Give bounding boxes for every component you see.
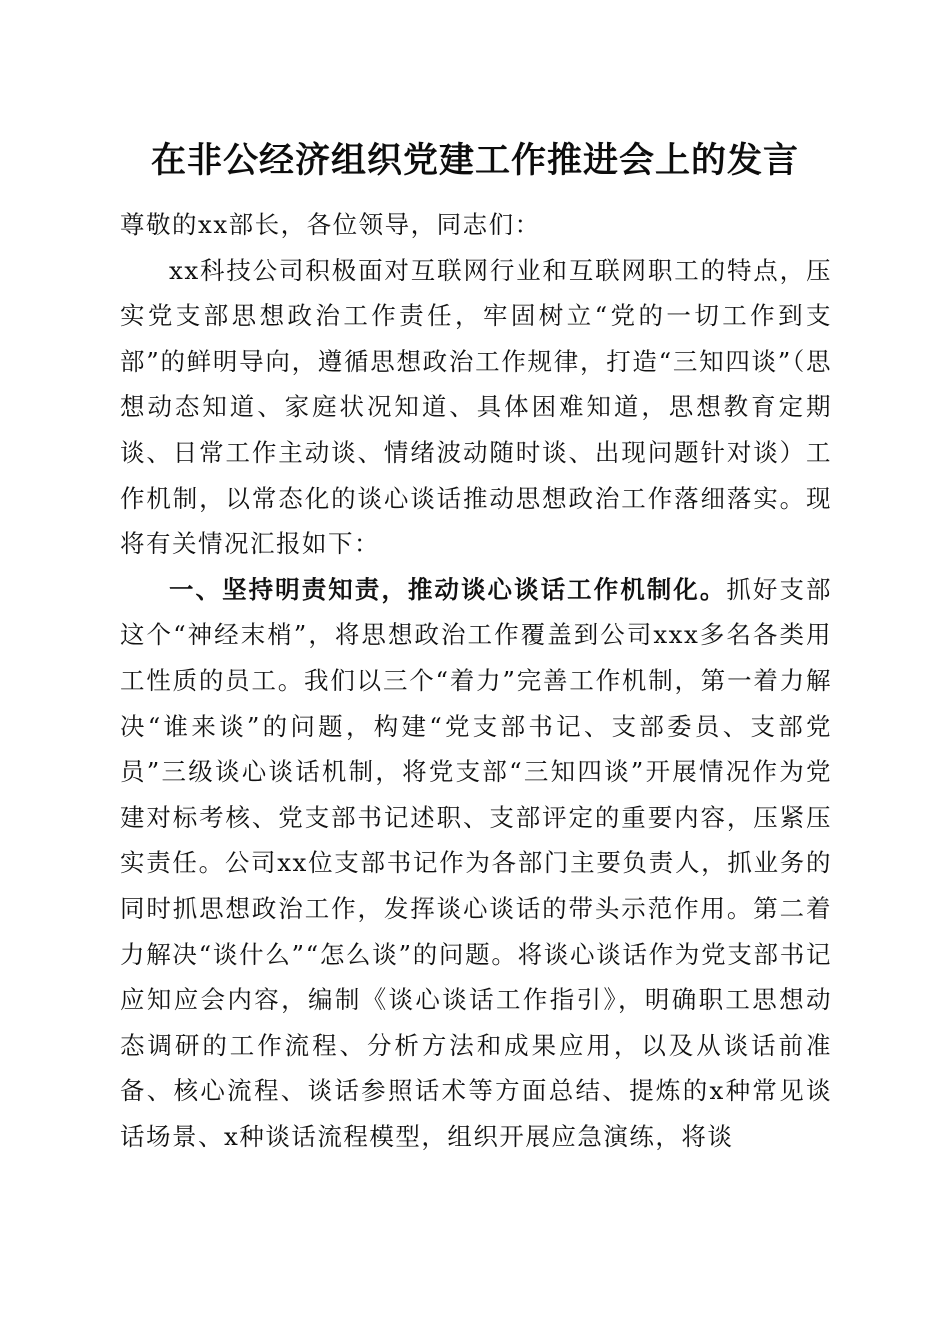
section-one-heading: 一、坚持明责知责，推动谈心谈话工作机制化。 bbox=[169, 574, 727, 604]
paragraph-section-one bbox=[120, 567, 832, 1160]
document-title: 在非公经济组织党建工作推进会上的发言 bbox=[150, 140, 799, 181]
salutation: 尊敬的xx部长，各位领导，同志们： bbox=[120, 210, 541, 239]
document-body bbox=[120, 202, 832, 1159]
paragraph-intro bbox=[120, 248, 832, 567]
paragraph-intro-text: xx科技公司积极面对互联网行业和互联网职工的特点，压实党支部思想政治工作责任，牢固树立“党的一切工作到支部”的鲜明导向，遵循思想政治工作规律，打造“三知四谈”（思想动态知道、家庭状况知道、具体困难知道，思想教育定期谈、日常工作主动谈、情绪波动随时谈、出现问题针对谈）工作机制，以常态化的谈心谈话推动思想政治工作落细落实。现将有关情况汇报如下： bbox=[120, 255, 832, 559]
section-one-text: 抓好支部这个“神经末梢”，将思想政治工作覆盖到公司xxx多名各类用工性质的员工。我们以三个“着力”完善工作机制，第一着力解决“谁来谈”的问题，构建“党支部书记、支部委员、支部党员”三级谈心谈话机制，将党支部“三知四谈”开展情况作为党建对标考核、党支部书记述职、支部评定的重要内容，压紧压实责任。公司xx位支部书记作为各部门主要负责人，抓业务的同时抓思想政治工作，发挥谈心谈话的带头示范作用。第二着力解决“谈什么”“怎么谈”的问题。将谈心谈话作为党支部书记应知应会内容，编制《谈心谈话工作指引》，明确职工思想动态调研的工作流程、分析方法和成果应用，以及从谈话前准备、核心流程、谈话参照话术等方面总结、提炼的x种常见谈话场景、x种谈话流程模型，组织开展应急演练，将谈 bbox=[120, 574, 832, 1151]
